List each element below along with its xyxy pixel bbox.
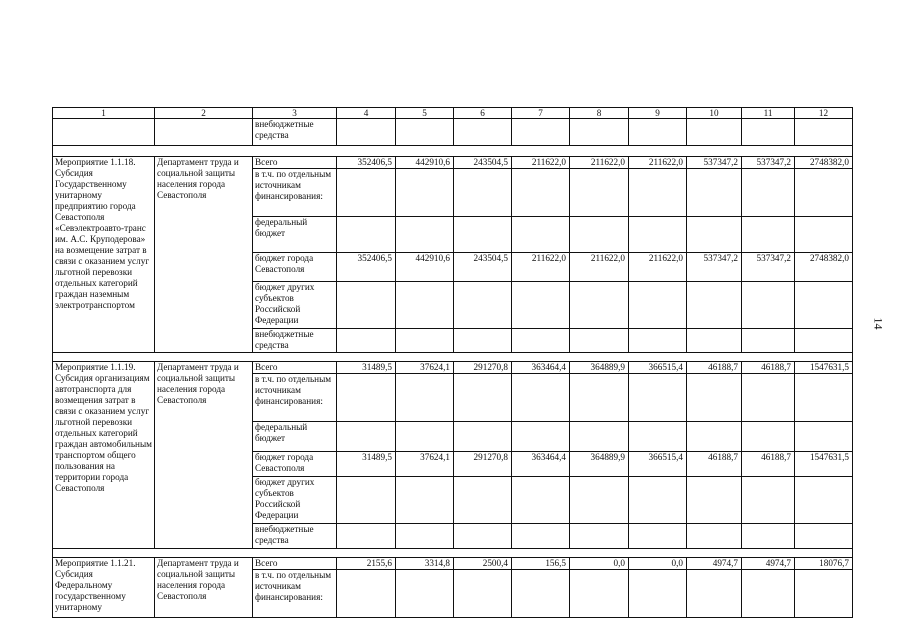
source-cell: Всего bbox=[253, 362, 337, 374]
value-cell bbox=[396, 477, 454, 524]
value-cell bbox=[629, 217, 687, 253]
value-cell bbox=[629, 119, 687, 146]
source-cell: внебюджетные средства bbox=[253, 524, 337, 549]
value-cell bbox=[570, 119, 629, 146]
value-cell: 156,5 bbox=[512, 558, 570, 570]
value-cell bbox=[512, 119, 570, 146]
value-cell: 366515,4 bbox=[629, 452, 687, 477]
header-cell: 6 bbox=[454, 108, 512, 119]
value-cell bbox=[337, 477, 396, 524]
value-cell bbox=[629, 524, 687, 549]
value-cell: 0,0 bbox=[629, 558, 687, 570]
header-cell: 2 bbox=[155, 108, 253, 119]
value-cell: 363464,4 bbox=[512, 362, 570, 374]
value-cell bbox=[795, 374, 853, 422]
value-cell: 243504,5 bbox=[454, 157, 512, 169]
value-cell bbox=[454, 119, 512, 146]
value-cell bbox=[396, 217, 454, 253]
value-cell bbox=[454, 217, 512, 253]
value-cell bbox=[742, 477, 795, 524]
block-gap bbox=[53, 353, 853, 362]
header-row bbox=[53, 108, 853, 119]
source-cell: Всего bbox=[253, 558, 337, 570]
source-cell: внебюджетные средства bbox=[253, 329, 337, 353]
value-cell bbox=[687, 169, 742, 217]
value-cell bbox=[570, 217, 629, 253]
value-cell bbox=[795, 570, 853, 618]
value-cell bbox=[512, 374, 570, 422]
source-cell: внебюджетные средства bbox=[253, 119, 337, 146]
value-cell bbox=[454, 329, 512, 353]
value-cell: 537347,2 bbox=[742, 157, 795, 169]
value-cell: 46188,7 bbox=[687, 452, 742, 477]
value-cell bbox=[337, 329, 396, 353]
block-row bbox=[53, 558, 853, 570]
value-cell bbox=[396, 570, 454, 618]
value-cell bbox=[512, 217, 570, 253]
header-cell: 5 bbox=[396, 108, 454, 119]
value-cell bbox=[795, 169, 853, 217]
executor-cell: Департамент труда и социальной защиты населения города Севастополя bbox=[155, 157, 253, 353]
value-cell: 0,0 bbox=[570, 558, 629, 570]
source-cell: бюджет города Севастополя bbox=[253, 253, 337, 282]
value-cell: 243504,5 bbox=[454, 253, 512, 282]
value-cell: 291270,8 bbox=[454, 362, 512, 374]
value-cell: 2500,4 bbox=[454, 558, 512, 570]
value-cell: 352406,5 bbox=[337, 157, 396, 169]
value-cell bbox=[687, 119, 742, 146]
value-cell bbox=[742, 119, 795, 146]
value-cell bbox=[629, 329, 687, 353]
value-cell bbox=[742, 169, 795, 217]
value-cell bbox=[396, 119, 454, 146]
measure-cell bbox=[53, 119, 155, 146]
value-cell bbox=[742, 422, 795, 452]
value-cell bbox=[396, 524, 454, 549]
block-gap bbox=[53, 146, 853, 157]
value-cell: 31489,5 bbox=[337, 452, 396, 477]
value-cell: 537347,2 bbox=[687, 253, 742, 282]
value-cell: 2155,6 bbox=[337, 558, 396, 570]
value-cell bbox=[337, 570, 396, 618]
value-cell bbox=[795, 422, 853, 452]
source-cell: в т.ч. по отдельным источникам финансирования: bbox=[253, 570, 337, 618]
header-cell: 11 bbox=[742, 108, 795, 119]
value-cell: 3314,8 bbox=[396, 558, 454, 570]
source-cell: бюджет города Севастополя bbox=[253, 452, 337, 477]
funding-table bbox=[52, 107, 853, 618]
header-cell: 9 bbox=[629, 108, 687, 119]
value-cell bbox=[687, 477, 742, 524]
value-cell bbox=[396, 374, 454, 422]
value-cell: 211622,0 bbox=[570, 253, 629, 282]
value-cell: 352406,5 bbox=[337, 253, 396, 282]
value-cell bbox=[396, 422, 454, 452]
value-cell bbox=[454, 477, 512, 524]
value-cell: 1547631,5 bbox=[795, 452, 853, 477]
value-cell bbox=[512, 422, 570, 452]
source-cell: в т.ч. по отдельным источникам финансирования: bbox=[253, 169, 337, 217]
value-cell bbox=[795, 477, 853, 524]
value-cell: 537347,2 bbox=[687, 157, 742, 169]
value-cell bbox=[337, 524, 396, 549]
executor-cell bbox=[155, 119, 253, 146]
value-cell: 2748382,0 bbox=[795, 253, 853, 282]
value-cell: 46188,7 bbox=[742, 362, 795, 374]
header-cell: 12 bbox=[795, 108, 853, 119]
measure-cell: Мероприятие 1.1.18. Субсидия Государственному унитарному предприятию города Севастополя «Севэлектроавто-транс им. А.С. Круподерова» на возмещение затрат в связи с оказанием услуг льготной перевозки отдельных категорий граждан наземным электротранспортом bbox=[53, 157, 155, 353]
value-cell bbox=[687, 329, 742, 353]
value-cell bbox=[742, 282, 795, 329]
source-cell: в т.ч. по отдельным источникам финансирования: bbox=[253, 374, 337, 422]
value-cell bbox=[454, 422, 512, 452]
value-cell bbox=[629, 477, 687, 524]
value-cell: 364889,9 bbox=[570, 362, 629, 374]
value-cell bbox=[512, 329, 570, 353]
value-cell: 442910,6 bbox=[396, 157, 454, 169]
value-cell: 18076,7 bbox=[795, 558, 853, 570]
continuation-row bbox=[53, 119, 853, 146]
value-cell bbox=[454, 374, 512, 422]
value-cell bbox=[629, 374, 687, 422]
value-cell bbox=[570, 524, 629, 549]
header-cell: 1 bbox=[53, 108, 155, 119]
value-cell bbox=[454, 524, 512, 549]
value-cell bbox=[795, 282, 853, 329]
value-cell: 1547631,5 bbox=[795, 362, 853, 374]
value-cell bbox=[629, 422, 687, 452]
value-cell bbox=[795, 524, 853, 549]
value-cell bbox=[454, 282, 512, 329]
value-cell: 4974,7 bbox=[687, 558, 742, 570]
value-cell: 31489,5 bbox=[337, 362, 396, 374]
value-cell bbox=[337, 217, 396, 253]
source-cell: федеральный бюджет bbox=[253, 422, 337, 452]
value-cell: 364889,9 bbox=[570, 452, 629, 477]
value-cell bbox=[337, 282, 396, 329]
value-cell bbox=[570, 374, 629, 422]
value-cell bbox=[742, 329, 795, 353]
value-cell bbox=[454, 570, 512, 618]
value-cell bbox=[454, 169, 512, 217]
value-cell: 46188,7 bbox=[742, 452, 795, 477]
value-cell: 537347,2 bbox=[742, 253, 795, 282]
value-cell bbox=[512, 477, 570, 524]
value-cell: 37624,1 bbox=[396, 452, 454, 477]
value-cell: 37624,1 bbox=[396, 362, 454, 374]
value-cell bbox=[396, 329, 454, 353]
value-cell bbox=[629, 282, 687, 329]
header-cell: 4 bbox=[337, 108, 396, 119]
value-cell bbox=[795, 217, 853, 253]
measure-cell: Мероприятие 1.1.21. Субсидия Федеральному государственному унитарному bbox=[53, 558, 155, 618]
value-cell bbox=[629, 570, 687, 618]
source-cell: федеральный бюджет bbox=[253, 217, 337, 253]
header-cell: 3 bbox=[253, 108, 337, 119]
value-cell: 2748382,0 bbox=[795, 157, 853, 169]
value-cell bbox=[687, 570, 742, 618]
value-cell bbox=[629, 169, 687, 217]
executor-cell: Департамент труда и социальной защиты населения города Севастополя bbox=[155, 362, 253, 549]
source-cell: Всего bbox=[253, 157, 337, 169]
value-cell bbox=[512, 282, 570, 329]
value-cell: 211622,0 bbox=[570, 157, 629, 169]
value-cell bbox=[396, 282, 454, 329]
value-cell bbox=[570, 329, 629, 353]
block-row bbox=[53, 362, 853, 374]
value-cell: 211622,0 bbox=[629, 157, 687, 169]
value-cell bbox=[512, 524, 570, 549]
value-cell bbox=[396, 169, 454, 217]
value-cell bbox=[512, 570, 570, 618]
value-cell: 46188,7 bbox=[687, 362, 742, 374]
gap-cell bbox=[53, 353, 853, 362]
value-cell bbox=[687, 282, 742, 329]
value-cell bbox=[687, 524, 742, 549]
value-cell bbox=[687, 374, 742, 422]
value-cell bbox=[570, 570, 629, 618]
source-cell: бюджет других субъектов Российской Федерации bbox=[253, 282, 337, 329]
value-cell bbox=[742, 374, 795, 422]
value-cell: 211622,0 bbox=[512, 253, 570, 282]
value-cell bbox=[337, 422, 396, 452]
value-cell bbox=[742, 217, 795, 253]
value-cell bbox=[795, 119, 853, 146]
value-cell bbox=[687, 422, 742, 452]
block-row bbox=[53, 157, 853, 169]
value-cell bbox=[512, 169, 570, 217]
header-cell: 10 bbox=[687, 108, 742, 119]
value-cell: 211622,0 bbox=[512, 157, 570, 169]
value-cell bbox=[570, 422, 629, 452]
source-cell: бюджет других субъектов Российской Федерации bbox=[253, 477, 337, 524]
value-cell bbox=[570, 477, 629, 524]
page-number: 14 bbox=[871, 317, 886, 330]
value-cell: 4974,7 bbox=[742, 558, 795, 570]
gap-cell bbox=[53, 549, 853, 558]
value-cell: 291270,8 bbox=[454, 452, 512, 477]
value-cell: 211622,0 bbox=[629, 253, 687, 282]
value-cell: 363464,4 bbox=[512, 452, 570, 477]
value-cell bbox=[570, 282, 629, 329]
block-gap bbox=[53, 549, 853, 558]
value-cell bbox=[337, 119, 396, 146]
gap-cell bbox=[53, 146, 853, 157]
value-cell bbox=[337, 169, 396, 217]
value-cell bbox=[742, 570, 795, 618]
executor-cell: Департамент труда и социальной защиты населения города Севастополя bbox=[155, 558, 253, 618]
value-cell bbox=[570, 169, 629, 217]
value-cell bbox=[742, 524, 795, 549]
value-cell: 442910,6 bbox=[396, 253, 454, 282]
value-cell bbox=[687, 217, 742, 253]
value-cell bbox=[795, 329, 853, 353]
header-cell: 7 bbox=[512, 108, 570, 119]
value-cell: 366515,4 bbox=[629, 362, 687, 374]
header-cell: 8 bbox=[570, 108, 629, 119]
value-cell bbox=[337, 374, 396, 422]
measure-cell: Мероприятие 1.1.19. Субсидия организациям автотранспорта для возмещения затрат в связи с оказанием услуг льготной перевозки отдельных категорий граждан автомобильным транспортом общего пользования на территории города Севастополя bbox=[53, 362, 155, 549]
